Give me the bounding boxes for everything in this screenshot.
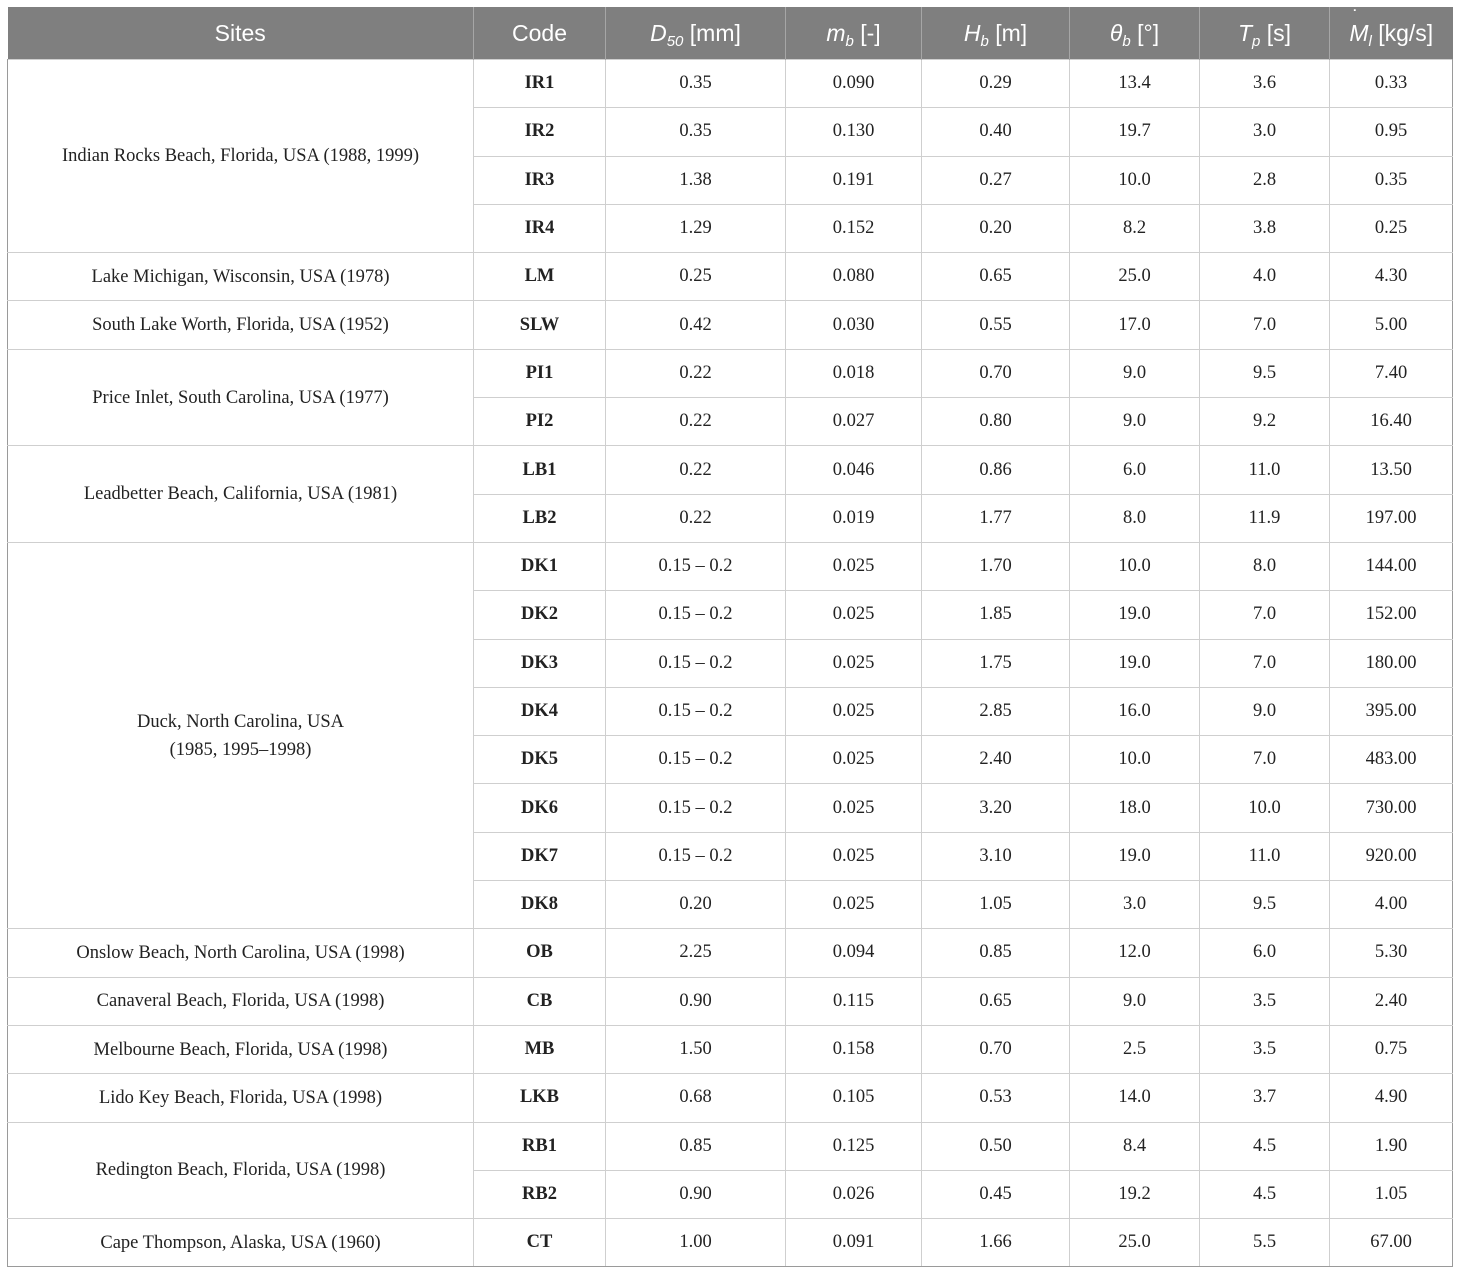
hb-cell: 2.85 [922, 687, 1070, 735]
mb-cell: 0.025 [786, 832, 922, 880]
tp-cell: 3.8 [1200, 204, 1330, 252]
site-cell: Onslow Beach, North Carolina, USA (1998) [8, 929, 474, 977]
hb-cell: 1.70 [922, 542, 1070, 590]
hb-cell: 0.70 [922, 349, 1070, 397]
header-d50-subscript: 50 [666, 32, 684, 50]
d50-cell: 0.20 [606, 881, 786, 929]
code-cell: PI2 [474, 398, 606, 446]
header-hb-symbol: H [963, 19, 981, 46]
table-row [8, 1074, 1453, 1122]
tp-cell: 3.6 [1200, 60, 1330, 108]
d50-cell: 0.22 [606, 349, 786, 397]
mb-cell: 0.019 [786, 494, 922, 542]
header-theta-unit: [°] [1130, 19, 1160, 46]
tp-cell: 4.0 [1200, 253, 1330, 301]
ml-cell: 67.00 [1330, 1219, 1453, 1267]
header-code[interactable]: Code [474, 7, 606, 60]
tp-cell: 3.0 [1200, 108, 1330, 156]
theta-cell: 13.4 [1070, 60, 1200, 108]
d50-cell: 0.15 – 0.2 [606, 784, 786, 832]
site-cell: Indian Rocks Beach, Florida, USA (1988, 1999) [8, 60, 474, 253]
ml-cell: 5.00 [1330, 301, 1453, 349]
header-hb-unit: [m] [988, 19, 1028, 46]
mb-cell: 0.025 [786, 687, 922, 735]
code-cell: DK5 [474, 736, 606, 784]
table-row [8, 301, 1453, 349]
d50-cell: 1.00 [606, 1219, 786, 1267]
theta-cell: 19.0 [1070, 639, 1200, 687]
mb-cell: 0.025 [786, 591, 922, 639]
d50-cell: 0.85 [606, 1122, 786, 1170]
hb-cell: 0.86 [922, 446, 1070, 494]
code-cell: PI1 [474, 349, 606, 397]
ml-cell: 395.00 [1330, 687, 1453, 735]
hb-cell: 0.45 [922, 1170, 1070, 1218]
header-d50-unit: [mm] [683, 19, 741, 46]
mb-cell: 0.025 [786, 542, 922, 590]
code-cell: IR2 [474, 108, 606, 156]
code-cell: DK2 [474, 591, 606, 639]
header-mb-unit: [-] [853, 19, 881, 46]
code-cell: IR1 [474, 60, 606, 108]
tp-cell: 11.9 [1200, 494, 1330, 542]
header-sites[interactable]: Sites [8, 7, 474, 60]
theta-cell: 9.0 [1070, 398, 1200, 446]
theta-cell: 17.0 [1070, 301, 1200, 349]
ml-cell: 0.35 [1330, 156, 1453, 204]
ml-cell: 4.30 [1330, 253, 1453, 301]
d50-cell: 0.15 – 0.2 [606, 542, 786, 590]
tp-cell: 2.8 [1200, 156, 1330, 204]
header-theta[interactable] [1070, 7, 1200, 60]
code-cell: CB [474, 977, 606, 1025]
tp-cell: 6.0 [1200, 929, 1330, 977]
header-mb-subscript: b [845, 32, 854, 50]
header-ml-unit: [kg/s] [1371, 19, 1434, 46]
site-cell: Price Inlet, South Carolina, USA (1977) [8, 349, 474, 446]
code-cell: RB2 [474, 1170, 606, 1218]
ml-cell: 16.40 [1330, 398, 1453, 446]
hb-cell: 1.77 [922, 494, 1070, 542]
table-row [8, 1219, 1453, 1267]
mb-cell: 0.046 [786, 446, 922, 494]
mb-cell: 0.115 [786, 977, 922, 1025]
site-cell: Lake Michigan, Wisconsin, USA (1978) [8, 253, 474, 301]
header-d50-symbol: D [650, 19, 667, 46]
ml-cell: 4.90 [1330, 1074, 1453, 1122]
tp-cell: 9.2 [1200, 398, 1330, 446]
d50-cell: 0.68 [606, 1074, 786, 1122]
ml-cell: 0.25 [1330, 204, 1453, 252]
mb-cell: 0.191 [786, 156, 922, 204]
tp-cell: 4.5 [1200, 1122, 1330, 1170]
d50-cell: 1.38 [606, 156, 786, 204]
tp-cell: 7.0 [1200, 639, 1330, 687]
header-mb[interactable] [786, 7, 922, 60]
tp-cell: 3.7 [1200, 1074, 1330, 1122]
code-cell: IR4 [474, 204, 606, 252]
mb-cell: 0.158 [786, 1025, 922, 1073]
table-row [8, 60, 1453, 108]
ml-cell: 0.95 [1330, 108, 1453, 156]
theta-cell: 16.0 [1070, 687, 1200, 735]
site-cell: Canaveral Beach, Florida, USA (1998) [8, 977, 474, 1025]
site-cell: Duck, North Carolina, USA (1985, 1995–1998) [8, 542, 474, 928]
code-cell: LM [474, 253, 606, 301]
code-cell: DK7 [474, 832, 606, 880]
mb-cell: 0.090 [786, 60, 922, 108]
table-row [8, 349, 1453, 397]
hb-cell: 0.53 [922, 1074, 1070, 1122]
mb-cell: 0.130 [786, 108, 922, 156]
theta-cell: 9.0 [1070, 977, 1200, 1025]
hb-cell: 1.75 [922, 639, 1070, 687]
ml-cell: 144.00 [1330, 542, 1453, 590]
table-row [8, 1122, 1453, 1170]
ml-cell: 0.33 [1330, 60, 1453, 108]
table-row [8, 542, 1453, 590]
table-row [8, 929, 1453, 977]
hb-cell: 0.27 [922, 156, 1070, 204]
theta-cell: 18.0 [1070, 784, 1200, 832]
tp-cell: 3.5 [1200, 977, 1330, 1025]
d50-cell: 0.22 [606, 494, 786, 542]
code-cell: DK4 [474, 687, 606, 735]
header-tp-subscript: p [1252, 32, 1261, 50]
header-ml-symbol: ˙ M [1349, 20, 1368, 47]
tp-cell: 5.5 [1200, 1219, 1330, 1267]
header-hb[interactable] [922, 7, 1070, 60]
hb-cell: 0.70 [922, 1025, 1070, 1073]
mb-cell: 0.026 [786, 1170, 922, 1218]
d50-cell: 2.25 [606, 929, 786, 977]
tp-cell: 10.0 [1200, 784, 1330, 832]
code-cell: MB [474, 1025, 606, 1073]
code-cell: DK3 [474, 639, 606, 687]
hb-cell: 3.20 [922, 784, 1070, 832]
hb-cell: 1.85 [922, 591, 1070, 639]
site-cell: Melbourne Beach, Florida, USA (1998) [8, 1025, 474, 1073]
tp-cell: 7.0 [1200, 591, 1330, 639]
hb-cell: 1.05 [922, 881, 1070, 929]
header-ml[interactable] [1330, 7, 1453, 60]
mb-cell: 0.018 [786, 349, 922, 397]
ml-cell: 13.50 [1330, 446, 1453, 494]
d50-cell: 0.25 [606, 253, 786, 301]
theta-cell: 12.0 [1070, 929, 1200, 977]
hb-cell: 0.80 [922, 398, 1070, 446]
tp-cell: 11.0 [1200, 446, 1330, 494]
d50-cell: 0.42 [606, 301, 786, 349]
code-cell: LB2 [474, 494, 606, 542]
code-cell: DK6 [474, 784, 606, 832]
code-cell: LB1 [474, 446, 606, 494]
tp-cell: 9.0 [1200, 687, 1330, 735]
hb-cell: 0.20 [922, 204, 1070, 252]
d50-cell: 0.22 [606, 398, 786, 446]
theta-cell: 2.5 [1070, 1025, 1200, 1073]
mb-cell: 0.080 [786, 253, 922, 301]
site-cell: South Lake Worth, Florida, USA (1952) [8, 301, 474, 349]
ml-cell: 152.00 [1330, 591, 1453, 639]
d50-cell: 0.15 – 0.2 [606, 591, 786, 639]
theta-cell: 10.0 [1070, 156, 1200, 204]
theta-cell: 8.0 [1070, 494, 1200, 542]
table-row [8, 1025, 1453, 1073]
tp-cell: 8.0 [1200, 542, 1330, 590]
mb-cell: 0.091 [786, 1219, 922, 1267]
header-theta-subscript: b [1122, 32, 1131, 50]
theta-cell: 19.2 [1070, 1170, 1200, 1218]
header-row [8, 7, 1453, 60]
tp-cell: 11.0 [1200, 832, 1330, 880]
table-row [8, 977, 1453, 1025]
mb-cell: 0.025 [786, 736, 922, 784]
ml-cell: 730.00 [1330, 784, 1453, 832]
code-cell: SLW [474, 301, 606, 349]
d50-cell: 0.35 [606, 60, 786, 108]
mb-cell: 0.152 [786, 204, 922, 252]
theta-cell: 14.0 [1070, 1074, 1200, 1122]
ml-cell: 4.00 [1330, 881, 1453, 929]
theta-cell: 9.0 [1070, 349, 1200, 397]
code-cell: DK8 [474, 881, 606, 929]
ml-cell: 483.00 [1330, 736, 1453, 784]
mb-cell: 0.027 [786, 398, 922, 446]
hb-cell: 3.10 [922, 832, 1070, 880]
ml-cell: 1.05 [1330, 1170, 1453, 1218]
code-cell: OB [474, 929, 606, 977]
ml-cell: 920.00 [1330, 832, 1453, 880]
ml-cell: 1.90 [1330, 1122, 1453, 1170]
tp-cell: 9.5 [1200, 349, 1330, 397]
hb-cell: 0.65 [922, 977, 1070, 1025]
site-cell: Redington Beach, Florida, USA (1998) [8, 1122, 474, 1219]
ml-cell: 2.40 [1330, 977, 1453, 1025]
code-cell: CT [474, 1219, 606, 1267]
theta-cell: 8.2 [1070, 204, 1200, 252]
header-d50[interactable] [606, 7, 786, 60]
hb-cell: 0.40 [922, 108, 1070, 156]
theta-cell: 25.0 [1070, 253, 1200, 301]
ml-cell: 7.40 [1330, 349, 1453, 397]
tp-cell: 3.5 [1200, 1025, 1330, 1073]
hb-cell: 0.29 [922, 60, 1070, 108]
d50-cell: 0.15 – 0.2 [606, 736, 786, 784]
code-cell: IR3 [474, 156, 606, 204]
d50-cell: 1.50 [606, 1025, 786, 1073]
tp-cell: 9.5 [1200, 881, 1330, 929]
table-row [8, 446, 1453, 494]
header-hb-subscript: b [980, 32, 989, 50]
mb-cell: 0.125 [786, 1122, 922, 1170]
mb-cell: 0.025 [786, 784, 922, 832]
theta-cell: 19.0 [1070, 832, 1200, 880]
mb-cell: 0.030 [786, 301, 922, 349]
mb-cell: 0.105 [786, 1074, 922, 1122]
d50-cell: 0.22 [606, 446, 786, 494]
theta-cell: 25.0 [1070, 1219, 1200, 1267]
ml-cell: 5.30 [1330, 929, 1453, 977]
tp-cell: 4.5 [1200, 1170, 1330, 1218]
theta-cell: 19.0 [1070, 591, 1200, 639]
theta-cell: 6.0 [1070, 446, 1200, 494]
site-cell: Lido Key Beach, Florida, USA (1998) [8, 1074, 474, 1122]
theta-cell: 3.0 [1070, 881, 1200, 929]
code-cell: RB1 [474, 1122, 606, 1170]
hb-cell: 1.66 [922, 1219, 1070, 1267]
hb-cell: 0.50 [922, 1122, 1070, 1170]
d50-cell: 0.35 [606, 108, 786, 156]
header-mb-symbol: m [826, 19, 846, 46]
table-row [8, 253, 1453, 301]
hb-cell: 0.85 [922, 929, 1070, 977]
ml-cell: 0.75 [1330, 1025, 1453, 1073]
site-cell: Leadbetter Beach, California, USA (1981) [8, 446, 474, 543]
header-ml-subscript: l [1368, 32, 1372, 50]
code-cell: DK1 [474, 542, 606, 590]
header-tp-symbol: T [1237, 19, 1253, 46]
hb-cell: 2.40 [922, 736, 1070, 784]
mb-cell: 0.025 [786, 881, 922, 929]
tp-cell: 7.0 [1200, 301, 1330, 349]
hb-cell: 0.55 [922, 301, 1070, 349]
mb-cell: 0.094 [786, 929, 922, 977]
header-theta-symbol: θ [1109, 19, 1123, 46]
data-table [7, 7, 1453, 1267]
ml-cell: 197.00 [1330, 494, 1453, 542]
code-cell: LKB [474, 1074, 606, 1122]
theta-cell: 8.4 [1070, 1122, 1200, 1170]
table-body [8, 60, 1453, 1267]
theta-cell: 19.7 [1070, 108, 1200, 156]
theta-cell: 10.0 [1070, 736, 1200, 784]
header-tp-unit: [s] [1260, 19, 1292, 46]
d50-cell: 0.90 [606, 977, 786, 1025]
d50-cell: 0.15 – 0.2 [606, 687, 786, 735]
d50-cell: 0.15 – 0.2 [606, 639, 786, 687]
theta-cell: 10.0 [1070, 542, 1200, 590]
hb-cell: 0.65 [922, 253, 1070, 301]
ml-cell: 180.00 [1330, 639, 1453, 687]
d50-cell: 0.15 – 0.2 [606, 832, 786, 880]
mb-cell: 0.025 [786, 639, 922, 687]
site-cell: Cape Thompson, Alaska, USA (1960) [8, 1219, 474, 1267]
header-tp[interactable] [1200, 7, 1330, 60]
tp-cell: 7.0 [1200, 736, 1330, 784]
d50-cell: 0.90 [606, 1170, 786, 1218]
d50-cell: 1.29 [606, 204, 786, 252]
